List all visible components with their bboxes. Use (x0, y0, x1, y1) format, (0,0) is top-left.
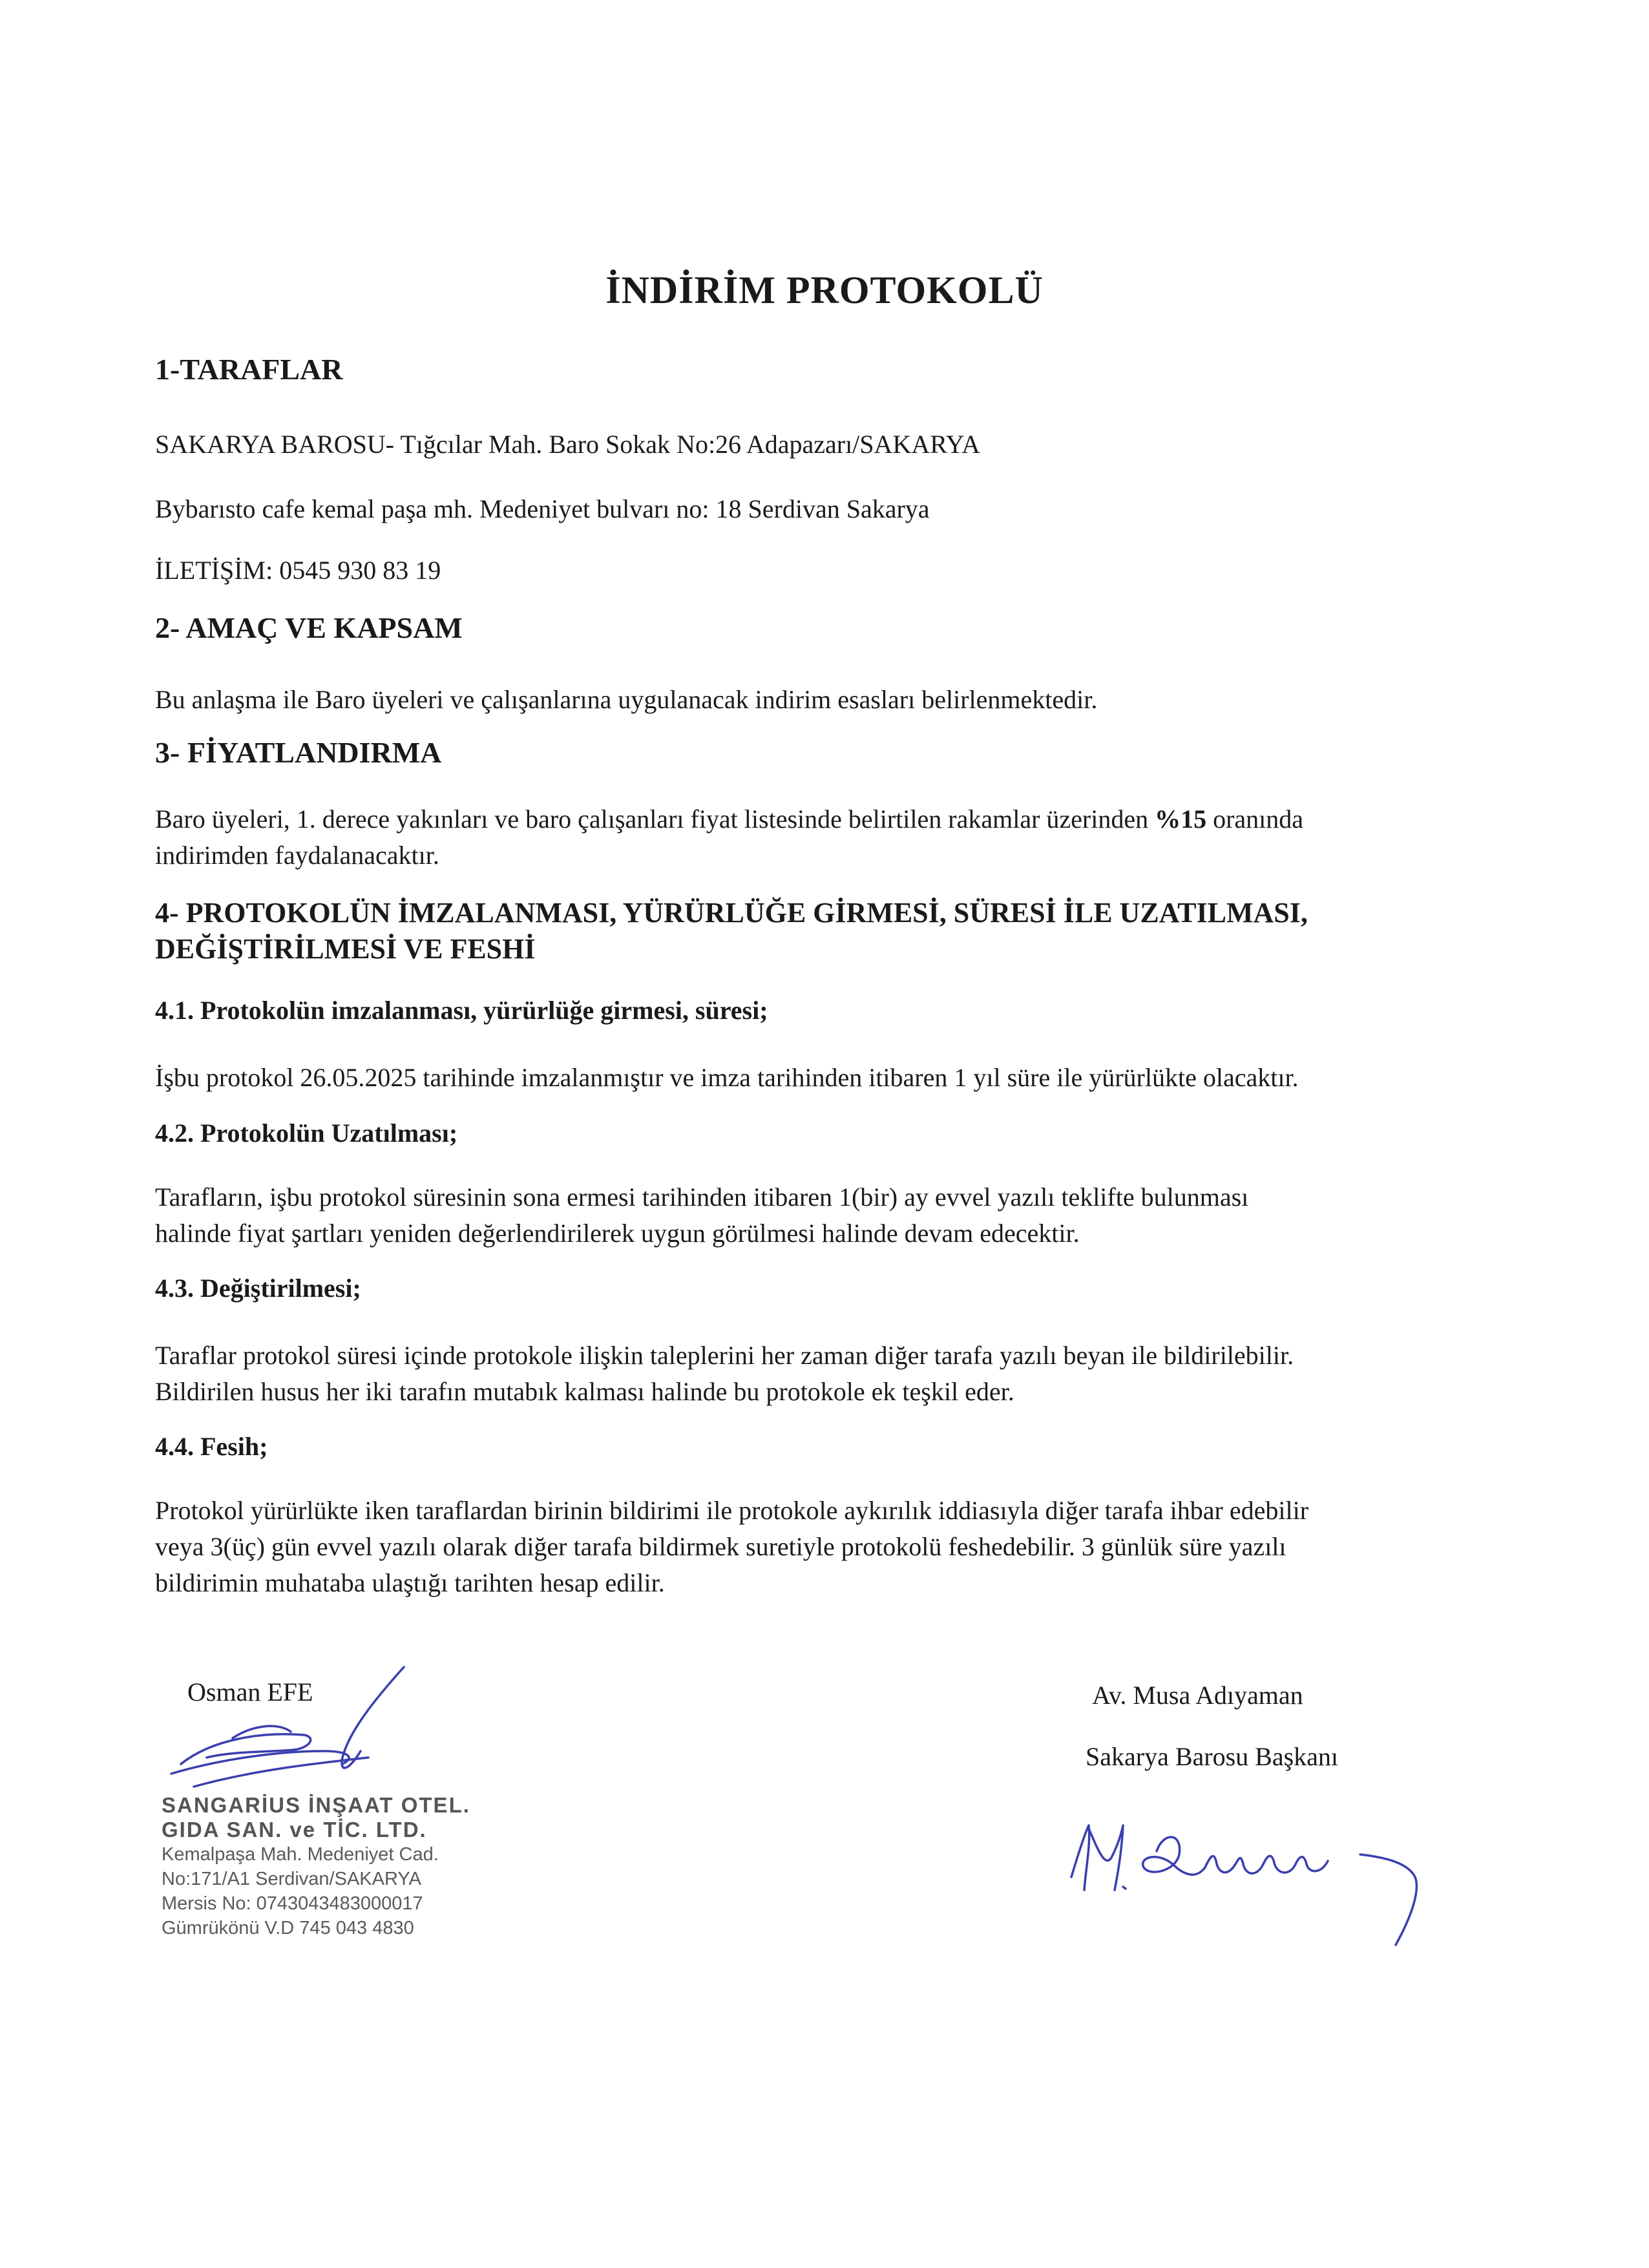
text-4-4: Protokol yürürlükte iken taraflardan birinin bildirimi ile protokole aykırılık iddiasıyla diğer tarafa ihbar edebilir veya 3(üç) gün evvel yazılı olarak diğer tarafa bildirmek suretiyle protokolü feshedebilir. 3 günlük süre yazılı bildirimin muhataba ulaştığı tarihten hesap edilir. (155, 1496, 1309, 1597)
signature-left-mark (155, 1661, 426, 1803)
signatory-right-title: Sakarya Barosu Başkanı (1086, 1742, 1339, 1771)
text-4-3: Taraflar protokol süresi içinde protokole ilişkin taleplerini her zaman diğer tarafa yazılı beyan ile bildirilebilir. Bildirilen husus her iki tarafın mutabık kalması halinde bu protokole ek teşkil eder. (155, 1341, 1294, 1406)
fiyat-line-2: indirimden faydalanacaktır. (155, 841, 439, 870)
signatory-right-name: Av. Musa Adıyaman (1092, 1681, 1303, 1710)
stamp-line-2: GIDA SAN. ve TİC. LTD. (162, 1818, 427, 1842)
company-stamp (162, 1793, 470, 1940)
stamp-line-3: Kemalpaşa Mah. Medeniyet Cad. (162, 1844, 439, 1865)
stamp-line-6: Gümrükönü V.D 745 043 4830 (162, 1918, 414, 1938)
subheading-4-1: 4.1. Protokolün imzalanması, yürürlüğe girmesi, süresi; (155, 996, 768, 1025)
text-4-1: İşbu protokol 26.05.2025 tarihinde imzalanmıştır ve imza tarihinden itibaren 1 yıl süre ile yürürlükte olacaktır. (155, 1063, 1299, 1092)
document-title: İNDİRİM PROTOKOLÜ (605, 269, 1044, 311)
discount-rate: %15 (1155, 804, 1207, 834)
stamp-line-4: No:171/A1 Serdivan/SAKARYA (162, 1869, 421, 1889)
party-cafe: Bybarısto cafe kemal paşa mh. Medeniyet bulvarı no: 18 Serdivan Sakarya (155, 494, 930, 523)
signatory-left-name: Osman EFE (187, 1677, 313, 1706)
amac-text: Bu anlaşma ile Baro üyeleri ve çalışanlarına uygulanacak indirim esasları belirlenmektedir. (155, 685, 1098, 714)
subheading-4-3: 4.3. Değiştirilmesi; (155, 1274, 361, 1303)
party-baro: SAKARYA BAROSU- Tığcılar Mah. Baro Sokak No:26 Adapazarı/SAKARYA (155, 430, 981, 459)
contact-line: İLETİŞİM: 0545 930 83 19 (155, 556, 441, 585)
signature-right-mark (1066, 1806, 1454, 1955)
subheading-4-4: 4.4. Fesih; (155, 1432, 268, 1461)
stamp-line-5: Mersis No: 0743043483000017 (162, 1893, 423, 1914)
text-4-2: Tarafların, işbu protokol süresinin sona ermesi tarihinden itibaren 1(bir) ay evvel yazılı teklifte bulunması halinde fiyat şartları yeniden değerlendirilerek uygun görülmesi halinde devam edecektir. (155, 1182, 1249, 1248)
section-heading-fiyat: 3- FİYATLANDIRMA (155, 736, 442, 769)
subheading-4-2: 4.2. Protokolün Uzatılması; (155, 1118, 458, 1148)
stamp-line-1: SANGARİUS İNŞAAT OTEL. (162, 1793, 470, 1817)
fiyat-text (155, 801, 1512, 874)
section-heading-taraflar: 1-TARAFLAR (155, 353, 343, 386)
section-heading-amac: 2- AMAÇ VE KAPSAM (155, 611, 463, 644)
fiyat-line-1: Baro üyeleri, 1. derece yakınları ve baro çalışanları fiyat listesinde belirtilen rakamlar üzerinden %15 oranında (155, 804, 1304, 834)
section-heading-protokol: 4- PROTOKOLÜN İMZALANMASI, YÜRÜRLÜĞE GİRMESİ, SÜRESİ İLE UZATILMASI, DEĞİŞTİRİLMESİ VE FESHİ (155, 897, 1308, 965)
